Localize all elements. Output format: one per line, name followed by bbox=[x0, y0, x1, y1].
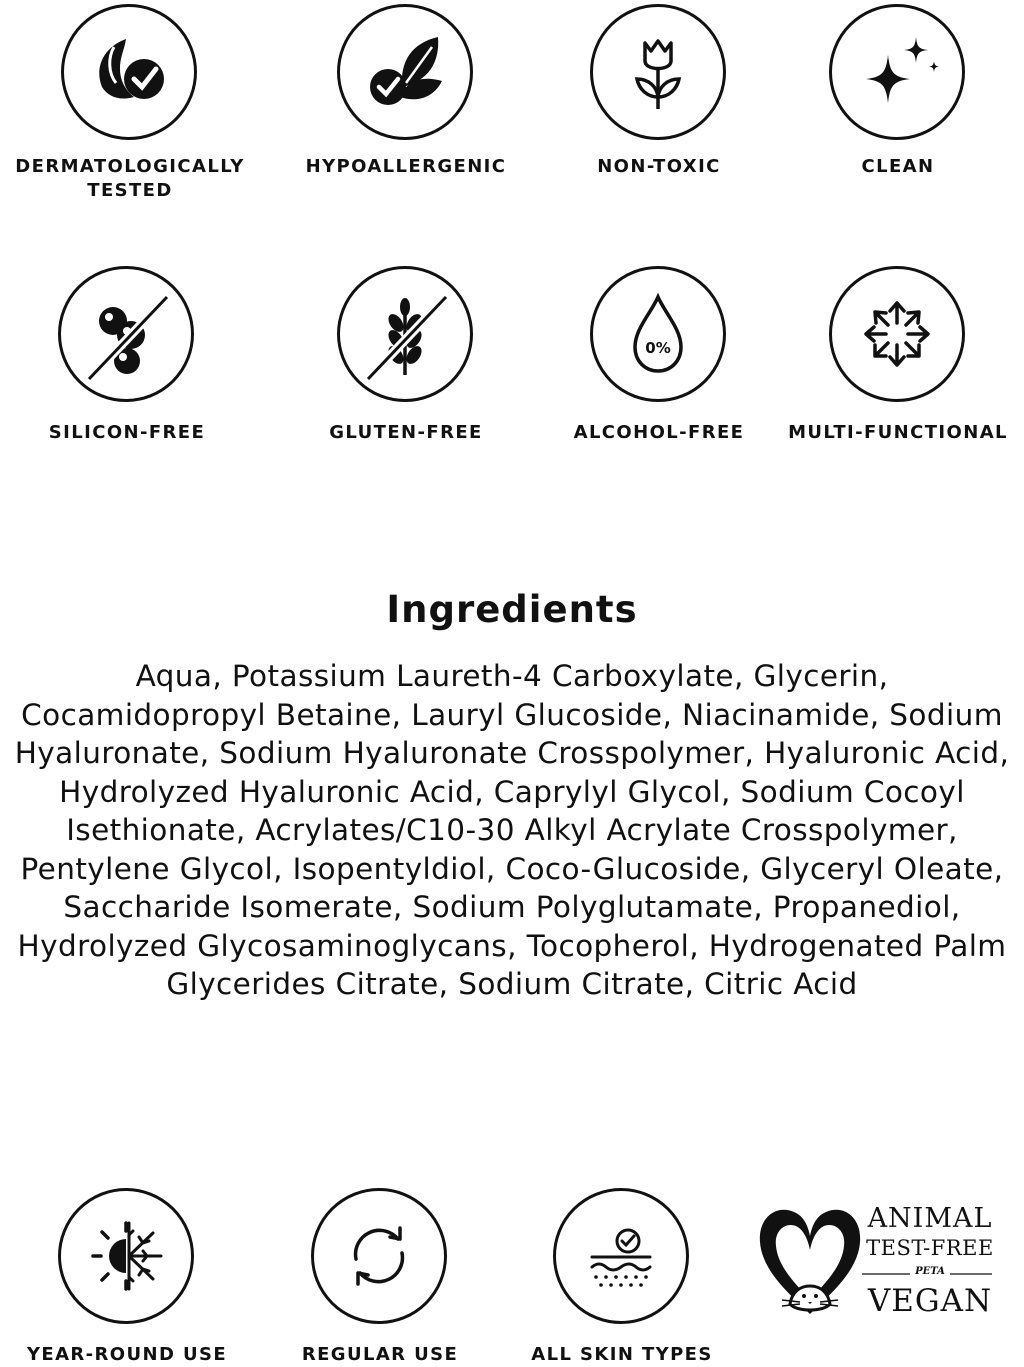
alcohol-free-badge bbox=[590, 266, 726, 402]
dermatologically-tested-badge bbox=[61, 4, 197, 140]
label-line: CLEAN bbox=[861, 156, 935, 177]
peta-line-animal: ANIMAL bbox=[867, 1203, 993, 1234]
ingredients-list: Aqua, Potassium Laureth-4 Carboxylate, Glycerin, Cocamidopropyl Betaine, Lauryl Glucoside, Niacinamide, Sodium Hyaluronate, Sodium Hyaluronate Crosspolymer, Hyaluronic Acid, Hydrolyzed Hyaluronic Acid, Caprylyl Glycol, Sodium Cocoyl Isethionate, Acrylates/C10-30 Alkyl Acrylate Crosspolymer, Pentylene Glycol, Isopentyldiol, Coco-Glucoside, Glyceryl Oleate, Saccharide Isomerate, Sodium Polyglutamate, Propanediol, Hydrolyzed Glycosaminoglycans, Tocopherol, Hydrogenated Palm Glycerides Citrate, Sodium Citrate, Citric Acid bbox=[14, 659, 1010, 1001]
badge-label-non-toxic bbox=[597, 155, 721, 179]
badge-label-regular-use bbox=[302, 1343, 458, 1367]
label-line: DERMATOLOGICALLY bbox=[15, 156, 245, 177]
gluten-free-badge bbox=[337, 266, 473, 402]
drop-zero-percent-icon bbox=[603, 279, 713, 389]
non-toxic-badge bbox=[590, 4, 726, 140]
label-line: MULTI-FUNCTIONAL bbox=[788, 422, 1008, 443]
wheat-crossed-icon bbox=[350, 279, 460, 389]
label-line: HYPOALLERGENIC bbox=[305, 156, 507, 177]
badge-label-silicon-free bbox=[49, 421, 205, 445]
hypoallergenic-badge bbox=[337, 4, 473, 140]
label-line: YEAR-ROUND USE bbox=[26, 1344, 228, 1365]
badge-label-hypoallergenic bbox=[306, 155, 507, 179]
year-round-use-badge bbox=[58, 1188, 194, 1324]
sparkle-icon bbox=[842, 17, 952, 127]
label-line: REGULAR USE bbox=[301, 1344, 459, 1365]
ingredients-title: Ingredients bbox=[386, 588, 638, 631]
badge-label-alcohol-free bbox=[574, 421, 745, 445]
badge-label-dermatologically-tested bbox=[15, 155, 244, 203]
peta-line-test-free: TEST-FREE bbox=[866, 1236, 994, 1260]
zero-percent-text: 0% bbox=[645, 339, 671, 357]
badge-label-year-round-use bbox=[27, 1343, 227, 1367]
silicon-free-icon bbox=[71, 279, 181, 389]
label-line: ALL SKIN TYPES bbox=[531, 1344, 713, 1365]
skin-layers-check-icon bbox=[566, 1201, 676, 1311]
label-line: GLUTEN-FREE bbox=[329, 422, 483, 443]
sun-snowflake-icon bbox=[71, 1201, 181, 1311]
leaf-check-icon bbox=[74, 17, 184, 127]
badge-label-gluten-free bbox=[329, 421, 482, 445]
label-line: NON-TOXIC bbox=[597, 156, 721, 177]
all-skin-types-badge bbox=[553, 1188, 689, 1324]
multi-functional-badge bbox=[829, 266, 965, 402]
arrows-expand-icon bbox=[842, 279, 952, 389]
label-line: SILICON-FREE bbox=[48, 422, 206, 443]
regular-use-badge bbox=[311, 1188, 447, 1324]
clean-badge bbox=[829, 4, 965, 140]
silicon-free-badge bbox=[58, 266, 194, 402]
label-line: ALCOHOL-FREE bbox=[573, 422, 745, 443]
badge-label-all-skin-types bbox=[531, 1343, 712, 1367]
badge-label-clean bbox=[862, 155, 935, 179]
peta-line-vegan: VEGAN bbox=[867, 1283, 993, 1319]
leaf-berry-icon bbox=[350, 17, 460, 127]
label-line: TESTED bbox=[87, 180, 173, 201]
badge-label-multi-functional bbox=[788, 421, 1008, 445]
cycle-arrows-icon bbox=[324, 1201, 434, 1311]
peta-logo-text: PETA bbox=[910, 1266, 950, 1277]
tulip-flower-icon bbox=[603, 17, 713, 127]
